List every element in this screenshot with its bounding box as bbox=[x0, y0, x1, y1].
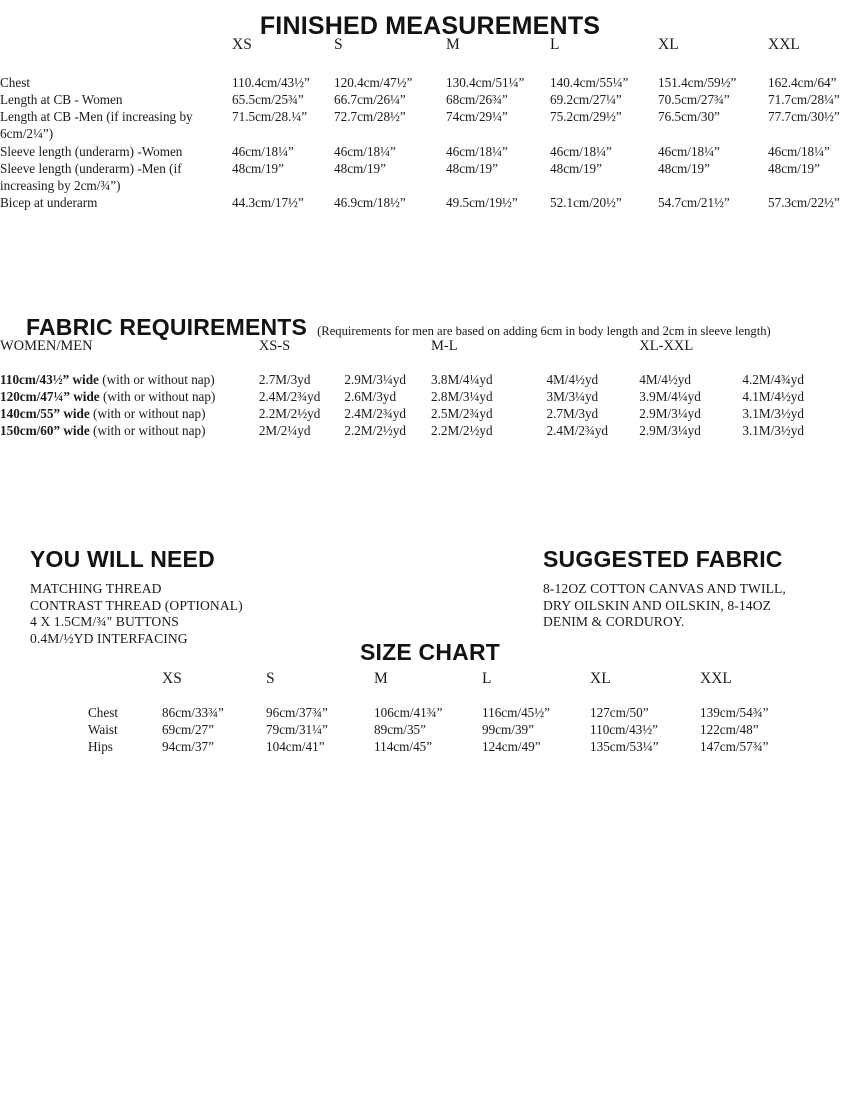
cell-xxl: 3.1M/3½yd bbox=[742, 423, 804, 439]
cell-xl: 48cm/19” bbox=[658, 160, 711, 176]
size-chart-title: SIZE CHART bbox=[360, 639, 500, 665]
finished-measurements-table bbox=[0, 36, 860, 211]
cell-xxl: 46cm/18¼” bbox=[768, 143, 830, 159]
you-will-need-section bbox=[30, 548, 500, 647]
you-will-need-title: YOU WILL NEED bbox=[30, 546, 215, 572]
cell-s: 2.2M/2½yd bbox=[344, 423, 406, 439]
cell-s: 72.7cm/28½” bbox=[334, 109, 406, 125]
cell-l: 124cm/49” bbox=[482, 739, 541, 755]
cell-xl: 46cm/18¼” bbox=[658, 143, 720, 159]
cell-m: 2.8M/3¼yd bbox=[431, 389, 493, 405]
cell-xl: 54.7cm/21½” bbox=[658, 195, 730, 211]
cell-l: 52.1cm/20½” bbox=[550, 195, 622, 211]
cell-l: 116cm/45½” bbox=[482, 705, 550, 720]
cell-l: 75.2cm/29½” bbox=[550, 109, 622, 125]
cell-xxl: 3.1M/3½yd bbox=[742, 406, 804, 422]
cell-xl: 2.9M/3¼yd bbox=[639, 406, 701, 422]
cell-l: 99cm/39” bbox=[482, 722, 535, 738]
fabric-nap-note: (with or without nap) bbox=[89, 423, 206, 439]
cell-xxl: 48cm/19” bbox=[768, 160, 821, 176]
cell-xxl: 57.3cm/22½” bbox=[768, 195, 840, 211]
fabric-requirements-note: (Requirements for men are based on adding 6cm in body length and 2cm in sleeve length) bbox=[317, 324, 771, 338]
table-row bbox=[88, 738, 808, 755]
cell-s: 2.9M/3¼yd bbox=[344, 372, 406, 387]
suggested-fabric-section bbox=[543, 548, 843, 631]
cell-m: 106cm/41¾” bbox=[374, 705, 443, 720]
cell-l: 2.4M/2¾yd bbox=[546, 423, 609, 439]
cell-s: 79cm/31¼” bbox=[266, 722, 328, 738]
cell-l: 69.2cm/27¼” bbox=[550, 92, 622, 108]
column-header-blank bbox=[0, 36, 232, 74]
cell-xs: 2.4M/2¾yd bbox=[258, 389, 321, 405]
cell-s: 96cm/37¾” bbox=[266, 705, 328, 720]
column-header-s: S bbox=[266, 670, 275, 687]
cell-xl: 110cm/43½” bbox=[590, 722, 658, 738]
suggested-fabric-list bbox=[543, 581, 843, 631]
column-header-women-men: WOMEN/MEN bbox=[0, 338, 93, 354]
cell-l: 140.4cm/55¼” bbox=[550, 75, 629, 90]
cell-s: 66.7cm/26¼” bbox=[334, 92, 406, 108]
cell-xs: 2M/2¼yd bbox=[258, 423, 311, 439]
column-header-xl: XL bbox=[590, 670, 611, 687]
cell-xl: 4M/4½yd bbox=[639, 372, 691, 387]
cell-m: 49.5cm/19½” bbox=[446, 195, 518, 211]
cell-xl: 2.9M/3¼yd bbox=[639, 423, 701, 439]
cell-s: 46cm/18¼” bbox=[334, 143, 396, 159]
row-label bbox=[0, 371, 259, 388]
list-item: DENIM & CORDUROY. bbox=[543, 614, 685, 630]
column-header-xs-s: XS-S bbox=[258, 338, 291, 354]
fabric-width-label: 120cm/47¼” wide bbox=[0, 389, 100, 405]
column-header-blank-3 bbox=[742, 339, 860, 371]
size-chart-section bbox=[88, 670, 808, 755]
cell-l: 4M/4½yd bbox=[546, 372, 599, 387]
cell-xxl: 147cm/57¾” bbox=[700, 739, 769, 755]
row-label: Waist bbox=[88, 722, 118, 738]
cell-m: 2.5M/2¾yd bbox=[431, 406, 493, 422]
cell-xxl: 162.4cm/64” bbox=[768, 75, 837, 90]
cell-xl: 135cm/53¼” bbox=[590, 739, 659, 755]
column-header-l: L bbox=[550, 36, 560, 53]
table-row bbox=[0, 108, 860, 142]
fabric-width-label: 140cm/55” wide bbox=[0, 406, 90, 422]
column-header-blank bbox=[88, 670, 162, 704]
cell-xxl: 77.7cm/30½” bbox=[768, 109, 840, 125]
cell-xs: 86cm/33¾” bbox=[162, 705, 224, 720]
cell-s: 46.9cm/18½” bbox=[334, 195, 406, 211]
row-label bbox=[0, 405, 259, 422]
cell-s: 120.4cm/47½” bbox=[334, 75, 413, 90]
column-header-xl-xxl: XL-XXL bbox=[639, 338, 694, 354]
cell-l: 2.7M/3yd bbox=[546, 406, 599, 422]
cell-xl: 70.5cm/27¾” bbox=[658, 92, 730, 108]
list-item: 0.4M/½YD INTERFACING bbox=[30, 630, 188, 646]
table-header bbox=[0, 339, 860, 371]
fabric-nap-note: (with or without nap) bbox=[98, 372, 215, 387]
cell-xs: 48cm/19” bbox=[232, 160, 285, 176]
cell-s: 104cm/41” bbox=[266, 739, 325, 755]
table-row bbox=[0, 422, 860, 439]
table-row bbox=[0, 143, 860, 160]
column-header-l: L bbox=[482, 670, 492, 687]
row-label: Length at CB -Men (if increasing by 6cm/2¼”) bbox=[0, 109, 193, 142]
column-header-xxl: XXL bbox=[768, 36, 800, 53]
size-chart-table bbox=[88, 670, 808, 755]
cell-xs: 69cm/27” bbox=[162, 722, 215, 738]
table-header-row bbox=[0, 36, 860, 74]
cell-s: 2.4M/2¾yd bbox=[344, 406, 406, 422]
fabric-requirements-table bbox=[0, 339, 860, 440]
fabric-nap-note: (with or without nap) bbox=[99, 389, 216, 405]
cell-m: 89cm/35” bbox=[374, 722, 427, 738]
list-item: 8-12OZ COTTON CANVAS AND TWILL, bbox=[543, 581, 786, 596]
table-header bbox=[0, 36, 860, 74]
cell-xxl: 4.1M/4½yd bbox=[742, 389, 804, 405]
fabric-nap-note: (with or without nap) bbox=[89, 406, 206, 422]
cell-xs: 110.4cm/43½” bbox=[232, 75, 310, 90]
column-header-m-l: M-L bbox=[431, 338, 458, 354]
cell-xs: 65.5cm/25¾” bbox=[232, 92, 304, 108]
table-row bbox=[0, 74, 860, 91]
size-chart-heading-wrap bbox=[0, 641, 860, 664]
row-label: Sleeve length (underarm) -Women bbox=[0, 143, 183, 159]
column-header-blank-2 bbox=[546, 339, 639, 371]
finished-measurements-title: FINISHED MEASUREMENTS bbox=[259, 12, 601, 40]
table-row bbox=[88, 721, 808, 738]
cell-m: 68cm/26¾” bbox=[446, 92, 508, 108]
cell-xl: 151.4cm/59½” bbox=[658, 75, 737, 90]
list-item: DRY OILSKIN AND OILSKIN, 8-14OZ bbox=[543, 597, 772, 613]
table-row bbox=[0, 405, 860, 422]
column-header-m: M bbox=[446, 36, 460, 53]
cell-xxl: 71.7cm/28¼” bbox=[768, 92, 840, 108]
cell-m: 114cm/45” bbox=[374, 739, 433, 755]
cell-m: 46cm/18¼” bbox=[446, 143, 508, 159]
list-item: 4 X 1.5CM/¾" BUTTONS bbox=[30, 614, 179, 630]
cell-xs: 2.7M/3yd bbox=[258, 372, 311, 387]
row-label: Chest bbox=[0, 75, 31, 90]
cell-l: 46cm/18¼” bbox=[550, 143, 612, 159]
table-header-row bbox=[88, 670, 808, 704]
table-row bbox=[0, 371, 860, 388]
cell-xl: 76.5cm/30” bbox=[658, 109, 720, 125]
finished-measurements-section bbox=[0, 36, 860, 211]
cell-m: 130.4cm/51¼” bbox=[446, 75, 525, 90]
cell-xxl: 139cm/54¾” bbox=[700, 705, 769, 720]
table-header bbox=[88, 670, 808, 704]
cell-m: 74cm/29¼” bbox=[446, 109, 508, 125]
fabric-width-label: 110cm/43½” wide bbox=[0, 372, 99, 387]
table-body bbox=[0, 371, 860, 440]
cell-s: 2.6M/3yd bbox=[344, 389, 397, 405]
row-label: Bicep at underarm bbox=[0, 195, 98, 211]
cell-xs: 94cm/37” bbox=[162, 739, 215, 755]
fabric-requirements-title: FABRIC REQUIREMENTS bbox=[26, 314, 308, 340]
row-label: Sleeve length (underarm) -Men (if increasing by 2cm/¾”) bbox=[0, 160, 182, 193]
row-label: Chest bbox=[88, 705, 119, 720]
cell-xl: 3.9M/4¼yd bbox=[639, 389, 701, 405]
row-label bbox=[0, 388, 259, 405]
cell-xs: 44.3cm/17½” bbox=[232, 195, 304, 211]
cell-xs: 2.2M/2½yd bbox=[258, 406, 321, 422]
cell-xxl: 122cm/48” bbox=[700, 722, 759, 738]
cell-xxl: 4.2M/4¾yd bbox=[742, 372, 804, 387]
table-row bbox=[0, 91, 860, 108]
table-row bbox=[0, 194, 860, 211]
column-header-xs: XS bbox=[232, 36, 252, 53]
you-will-need-list bbox=[30, 581, 500, 647]
column-header-s: S bbox=[334, 36, 343, 53]
table-body bbox=[0, 74, 860, 211]
table-row bbox=[0, 388, 860, 405]
column-header-xxl: XXL bbox=[700, 670, 732, 687]
row-label: Length at CB - Women bbox=[0, 92, 123, 108]
list-item: CONTRAST THREAD (OPTIONAL) bbox=[30, 597, 243, 613]
fabric-width-label: 150cm/60” wide bbox=[0, 423, 90, 439]
cell-l: 3M/3¼yd bbox=[546, 389, 599, 405]
table-row bbox=[88, 704, 808, 721]
row-label: Hips bbox=[88, 739, 113, 755]
cell-xs: 46cm/18¼” bbox=[232, 143, 294, 159]
cell-xl: 127cm/50” bbox=[590, 705, 649, 720]
cell-m: 2.2M/2½yd bbox=[431, 423, 493, 439]
table-body bbox=[88, 704, 808, 755]
cell-m: 48cm/19” bbox=[446, 160, 499, 176]
column-header-blank-1 bbox=[344, 339, 431, 371]
column-header-m: M bbox=[374, 670, 388, 687]
row-label bbox=[0, 422, 259, 439]
cell-m: 3.8M/4¼yd bbox=[431, 372, 493, 387]
column-header-xs: XS bbox=[162, 670, 182, 687]
list-item: MATCHING THREAD bbox=[30, 581, 162, 596]
fabric-requirements-heading-row bbox=[0, 316, 860, 339]
cell-s: 48cm/19” bbox=[334, 160, 387, 176]
table-row bbox=[0, 160, 860, 194]
fabric-requirements-section bbox=[0, 316, 860, 440]
cell-xs: 71.5cm/28.¼” bbox=[232, 109, 308, 125]
column-header-xl: XL bbox=[658, 36, 679, 53]
cell-l: 48cm/19” bbox=[550, 160, 603, 176]
suggested-fabric-title: SUGGESTED FABRIC bbox=[543, 546, 783, 572]
table-header-row bbox=[0, 339, 860, 371]
